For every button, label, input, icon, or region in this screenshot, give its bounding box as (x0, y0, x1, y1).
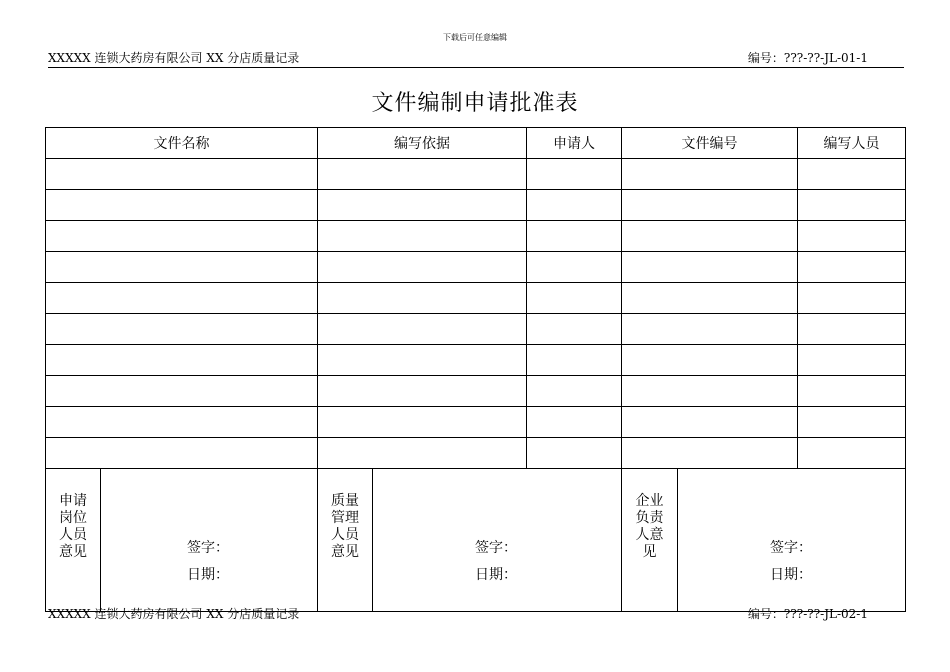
company-record-title: XXXXX 连锁大药房有限公司 XX 分店质量记录 (48, 51, 300, 65)
cell-doc-name[interactable] (46, 438, 318, 469)
cell-basis[interactable] (318, 283, 527, 314)
cell-doc-name[interactable] (46, 252, 318, 283)
cell-basis[interactable] (318, 314, 527, 345)
cell-author[interactable] (798, 345, 906, 376)
cell-author[interactable] (798, 252, 906, 283)
cell-author[interactable] (798, 376, 906, 407)
table-row (46, 159, 906, 190)
cell-author[interactable] (798, 190, 906, 221)
cell-basis[interactable] (318, 159, 527, 190)
cell-author[interactable] (798, 407, 906, 438)
table-row (46, 345, 906, 376)
quality-manager-opinion-field[interactable] (373, 469, 622, 612)
cell-doc-name[interactable] (46, 159, 318, 190)
cell-applicant[interactable] (527, 438, 622, 469)
cell-doc-name[interactable] (46, 221, 318, 252)
document-table (45, 127, 906, 469)
cell-author[interactable] (798, 283, 906, 314)
cell-basis[interactable] (318, 252, 527, 283)
cell-applicant[interactable] (527, 221, 622, 252)
cell-author[interactable] (798, 221, 906, 252)
applicant-opinion-field[interactable] (101, 469, 318, 612)
company-record-title: XXXXX 连锁大药房有限公司 XX 分店质量记录 (48, 607, 300, 621)
cell-basis[interactable] (318, 438, 527, 469)
table-row (46, 283, 906, 314)
cell-doc-number[interactable] (622, 283, 798, 314)
cell-doc-number[interactable] (622, 159, 798, 190)
applicant-opinion-label: 申请 岗位 人员 意见 (46, 469, 101, 612)
top-header (48, 49, 904, 68)
cell-applicant[interactable] (527, 252, 622, 283)
date-label: 日期： (475, 567, 517, 583)
cell-doc-number[interactable] (622, 221, 798, 252)
cell-doc-name[interactable] (46, 345, 318, 376)
cell-basis[interactable] (318, 376, 527, 407)
cell-doc-name[interactable] (46, 283, 318, 314)
cell-doc-number[interactable] (622, 190, 798, 221)
table-row (46, 438, 906, 469)
cell-applicant[interactable] (527, 283, 622, 314)
company-head-opinion-field[interactable] (678, 469, 906, 612)
cell-basis[interactable] (318, 345, 527, 376)
bottom-header (48, 605, 904, 623)
cell-applicant[interactable] (527, 407, 622, 438)
cell-doc-number[interactable] (622, 252, 798, 283)
column-header-applicant: 申请人 (527, 128, 622, 159)
cell-applicant[interactable] (527, 314, 622, 345)
table-header-row (46, 128, 906, 159)
table-row (46, 376, 906, 407)
signature-label: 签字： (475, 540, 517, 556)
column-header-doc-number: 文件编号 (622, 128, 798, 159)
table-row (46, 407, 906, 438)
cell-doc-name[interactable] (46, 190, 318, 221)
date-label: 日期： (770, 567, 812, 583)
cell-basis[interactable] (318, 190, 527, 221)
approval-table (45, 468, 906, 612)
cell-basis[interactable] (318, 221, 527, 252)
cell-applicant[interactable] (527, 190, 622, 221)
table-row (46, 252, 906, 283)
column-header-basis: 编写依据 (318, 128, 527, 159)
record-code: 编号：???-??-JL-01-1 (747, 51, 868, 65)
cell-doc-name[interactable] (46, 407, 318, 438)
download-note: 下载后可任意编辑 (443, 33, 507, 42)
column-header-name: 文件名称 (46, 128, 318, 159)
cell-doc-number[interactable] (622, 314, 798, 345)
cell-applicant[interactable] (527, 345, 622, 376)
cell-doc-number[interactable] (622, 345, 798, 376)
table-row (46, 314, 906, 345)
cell-doc-name[interactable] (46, 376, 318, 407)
record-code: 编号：???-??-JL-02-1 (747, 607, 868, 621)
form-title: 文件编制申请批准表 (371, 91, 579, 116)
column-header-author: 编写人员 (798, 128, 906, 159)
cell-author[interactable] (798, 159, 906, 190)
cell-doc-number[interactable] (622, 438, 798, 469)
signature-label: 签字： (770, 540, 812, 556)
cell-author[interactable] (798, 314, 906, 345)
cell-doc-number[interactable] (622, 407, 798, 438)
cell-doc-number[interactable] (622, 376, 798, 407)
cell-doc-name[interactable] (46, 314, 318, 345)
cell-applicant[interactable] (527, 159, 622, 190)
table-row (46, 190, 906, 221)
date-label: 日期： (187, 567, 229, 583)
table-row (46, 221, 906, 252)
cell-basis[interactable] (318, 407, 527, 438)
quality-manager-opinion-label: 质量 管理 人员 意见 (318, 469, 373, 612)
signature-label: 签字： (187, 540, 229, 556)
company-head-opinion-label: 企业 负责 人意 见 (622, 469, 678, 612)
approval-row (46, 469, 906, 612)
cell-applicant[interactable] (527, 376, 622, 407)
cell-author[interactable] (798, 438, 906, 469)
